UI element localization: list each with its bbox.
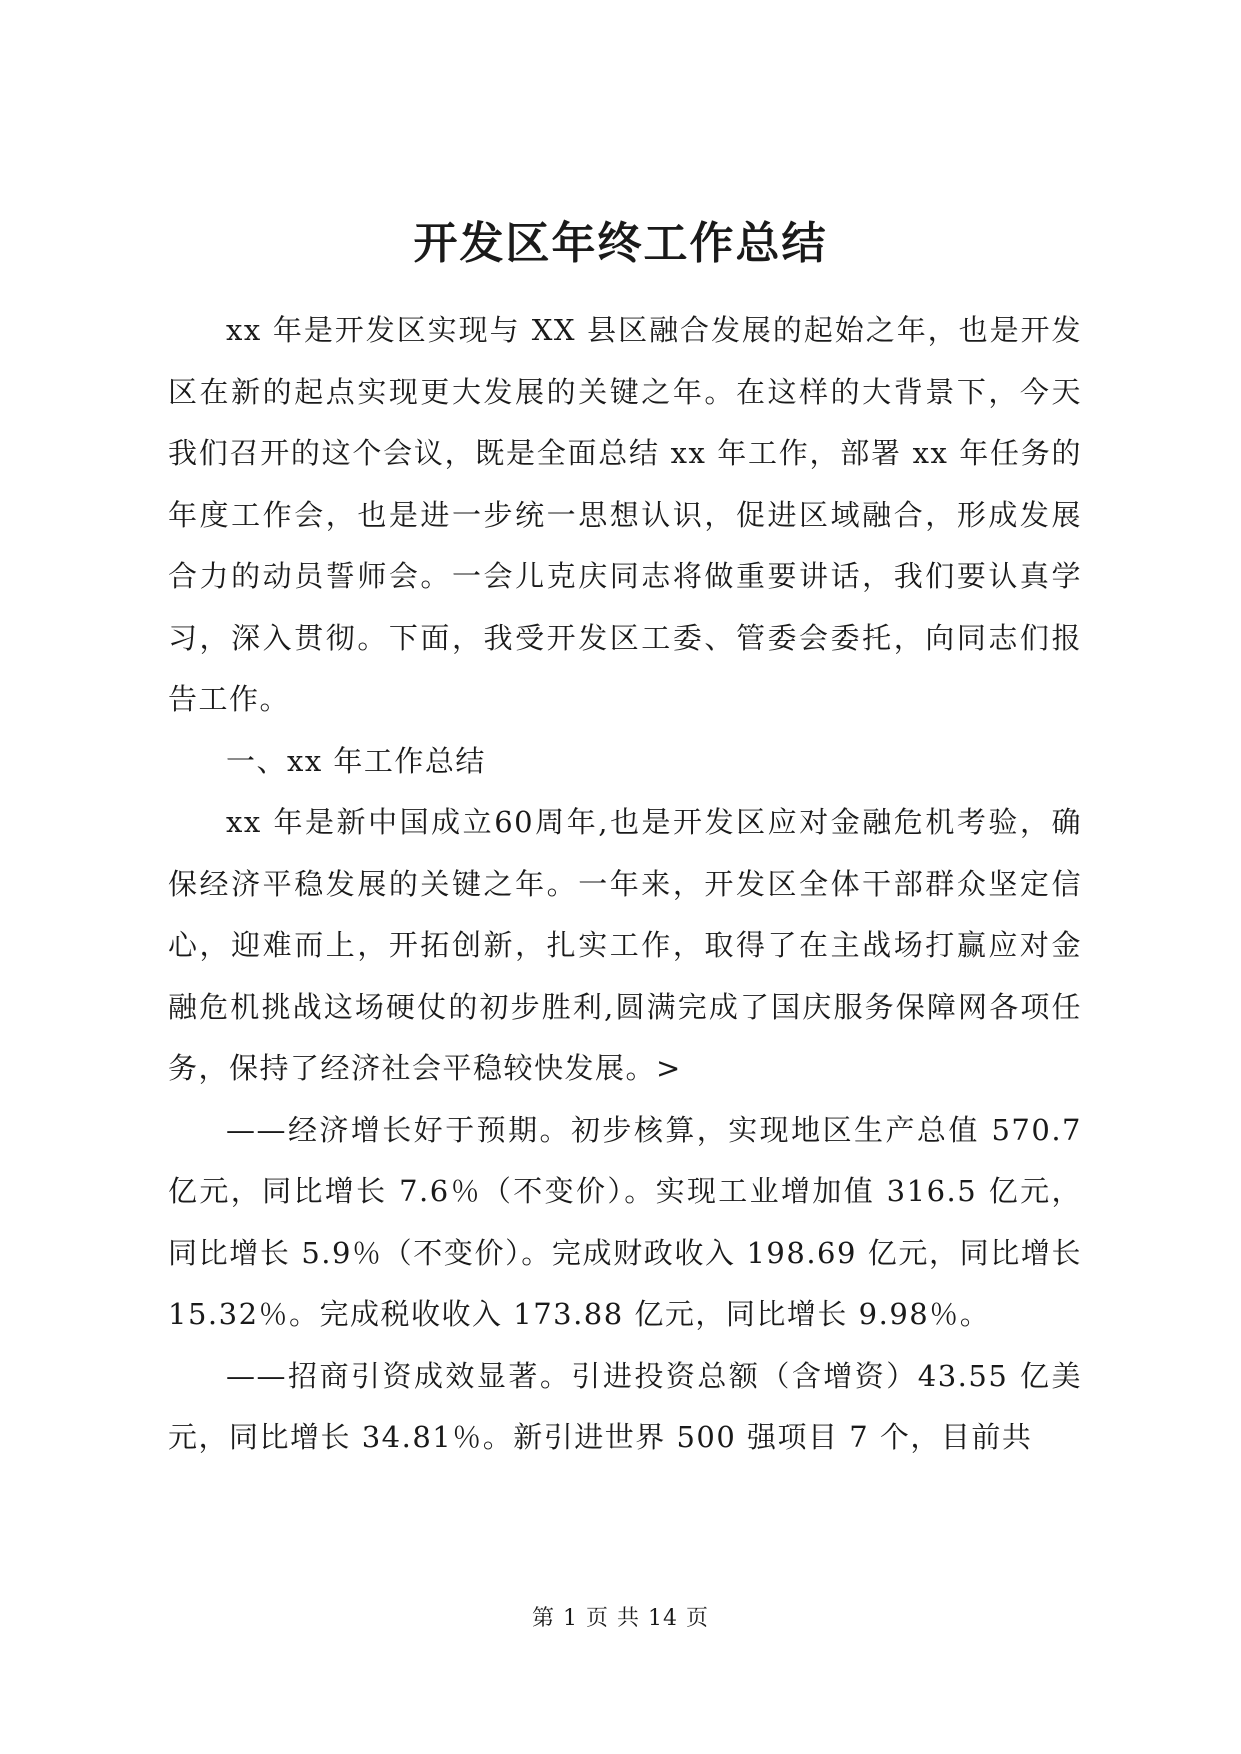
page-footer: 第 1 页 共 14 页: [532, 1606, 709, 1631]
section-heading: 一、xx 年工作总结: [226, 743, 486, 778]
paragraph-intro: xx 年是开发区实现与 XX 县区融合发展的起始之年，也是开发区在新的起点实现更大发展的关键之年。在这样的大背景下，今天我们召开的这个会议，既是全面总结 xx 年工作，部署 xx 年任务的年度工作会，也是进一步统一思想认识，促进区域融合，形成发展合力的动员誓师会。一会儿克庆同志将做重要讲话，我们要认真学习，深入贯彻。下面，我受开发区工委、管委会委托，向同志们报告工作。: [168, 313, 1082, 716]
document-body: [168, 300, 1082, 1469]
paragraph-economy: ——经济增长好于预期。初步核算，实现地区生产总值 570.7 亿元，同比增长 7.6％（不变价）。实现工业增加值 316.5 亿元，同比增长 5.9％（不变价）。完成财政收入 198.69 亿元，同比增长 15.32％。完成税收收入 173.88 亿元，同比增长 9.98％。: [168, 1112, 1082, 1331]
document-title: 开发区年终工作总结: [413, 218, 828, 269]
paragraph-investment: ——招商引资成效显著。引进投资总额（含增资）43.55 亿美元，同比增长 34.81％。新引进世界 500 强项目 7 个，目前共: [168, 1358, 1082, 1454]
paragraph-summary: xx 年是新中国成立60周年,也是开发区应对金融危机考验，确保经济平稳发展的关键之年。一年来，开发区全体干部群众坚定信心，迎难而上，开拓创新，扎实工作，取得了在主战场打赢应对金融危机挑战这场硬仗的初步胜利,圆满完成了国庆服务保障网各项任务，保持了经济社会平稳较快发展。>: [168, 805, 1082, 1085]
